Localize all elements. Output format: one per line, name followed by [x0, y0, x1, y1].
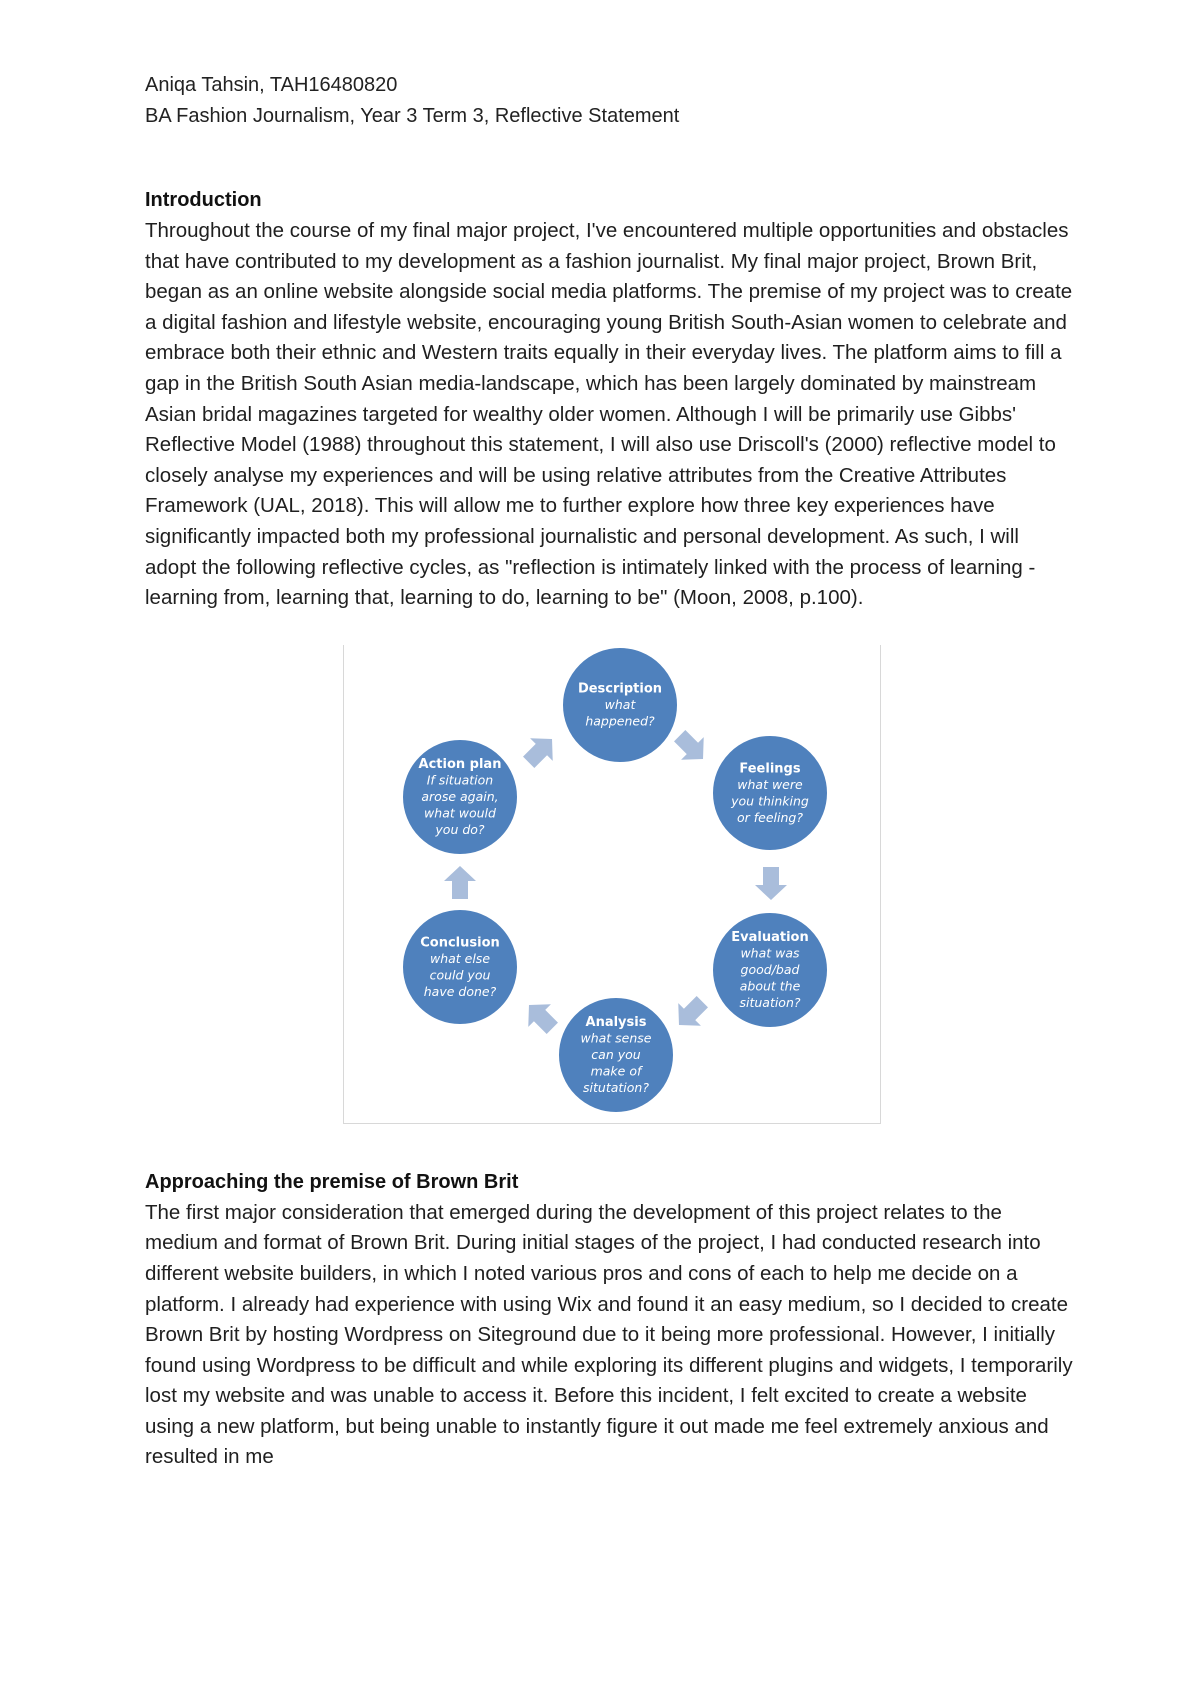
course-line: BA Fashion Journalism, Year 3 Term 3, Reflective Statement: [145, 105, 680, 127]
cycle-node-prompt-line: you thinking: [731, 792, 809, 808]
cycle-node-prompt-line: what sense: [580, 1030, 652, 1046]
cycle-node-prompt-line: make of: [590, 1063, 642, 1079]
brown-brit-premise-heading: Approaching the premise of Brown Brit: [145, 1170, 519, 1193]
cycle-node-prompt-line: arose again,: [421, 788, 499, 804]
cycle-arrow-1: [517, 727, 563, 773]
cycle-arrow-6: [444, 866, 476, 899]
cycle-node-action-plan: [402, 739, 518, 855]
gibbs-reflective-cycle-figure: [343, 645, 881, 1124]
cycle-node-title: Analysis: [585, 1014, 647, 1030]
cycle-node-prompt-line: good/bad: [740, 961, 800, 977]
cycle-node-prompt-line: could you: [429, 966, 491, 982]
cycle-arrow-4: [668, 990, 714, 1036]
cycle-node-evaluation: [712, 912, 828, 1028]
cycle-node-prompt-line: or feeling?: [737, 809, 803, 825]
cycle-node-feelings: [712, 735, 828, 851]
cycle-node-description: [562, 647, 678, 763]
brown-brit-premise-paragraph: The first major consideration that emerged during the development of this project relates to the medium and format of Brown Brit. During initial stages of the project, I had conducted research into different website builders, in which I noted various pros and cons of each to help me decide on a platform. I already had experience with using Wix and found it an easy medium, so I decided to create Brown Brit by hosting Wordpress on Siteground due to it being more professional. However, I initially found using Wordpress to be difficult and while exploring its different plugins and widgets, I temporarily lost my website and was unable to access it. Before this incident, I felt excited to create a website using a new platform, but being unable to instantly figure it out made me feel extremely anxious and resulted in me: [145, 1200, 1073, 1469]
cycle-node-prompt-line: you do?: [435, 821, 485, 837]
cycle-node-title: Conclusion: [420, 934, 500, 950]
cycle-node-prompt-line: have done?: [423, 983, 497, 999]
cycle-node-prompt-line: what were: [737, 776, 803, 792]
cycle-arrow-5: [518, 993, 564, 1039]
introduction-heading: Introduction: [145, 189, 262, 211]
cycle-node-prompt-line: situation?: [739, 994, 801, 1010]
author-line: Aniqa Tahsin, TAH16480820: [145, 74, 398, 96]
cycle-node-conclusion: [402, 909, 518, 1025]
cycle-node-title: Action plan: [418, 756, 502, 772]
cycle-node-prompt-line: about the: [739, 978, 801, 994]
cycle-node-prompt-line: what would: [424, 805, 496, 821]
cycle-node-prompt-line: situtation?: [583, 1079, 649, 1095]
cycle-node-title: Evaluation: [731, 929, 809, 945]
cycle-node-prompt-line: If situation: [426, 772, 494, 788]
cycle-arrow-3: [755, 867, 787, 900]
reflective-cycle-diagram: [344, 645, 880, 1123]
cycle-node-prompt-line: can you: [591, 1046, 641, 1062]
cycle-node-prompt-line: happened?: [585, 713, 655, 729]
cycle-node-title: Description: [577, 681, 663, 697]
cycle-arrow-2: [668, 724, 714, 770]
cycle-node-prompt-line: what else: [429, 950, 491, 966]
introduction-paragraph: Throughout the course of my final major project, I've encountered multiple opportunities and obstacles that have contributed to my development as a fashion journalist. My final major project, Brown Brit, began as an online website alongside social media platforms. The premise of my project was to create a digital fashion and lifestyle website, encouraging young British South-Asian women to celebrate and embrace both their ethnic and Western traits equally in their everyday lives. The platform aims to fill a gap in the British South Asian media-landscape, which has been largely dominated by mainstream Asian bridal magazines targeted for wealthy older women. Although I will be primarily use Gibbs' Reflective Model (1988) throughout this statement, I will also use Driscoll's (2000) reflective model to closely analyse my experiences and will be using relative attributes from the Creative Attributes Framework (UAL, 2018). This will allow me to further explore how three key experiences have significantly impacted both my professional journalistic and personal development. As such, I will adopt the following reflective cycles, as "reflection is intimately linked with the process of learning - learning from, learning that, learning to do, learning to be" (Moon, 2008, p.100).: [145, 219, 1073, 610]
cycle-node-analysis: [558, 997, 674, 1113]
cycle-node-prompt-line: what was: [740, 945, 800, 961]
cycle-node-prompt-line: what: [604, 696, 636, 712]
cycle-node-title: Feelings: [739, 760, 801, 776]
document-page: [145, 70, 1075, 1473]
